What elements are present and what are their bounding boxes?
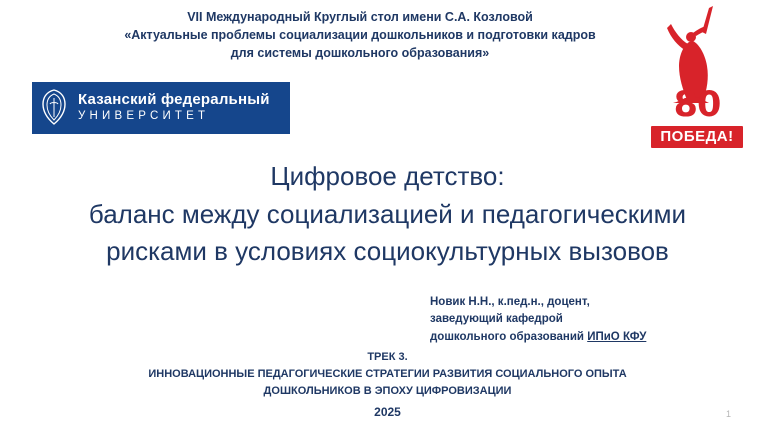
track-line-2: ДОШКОЛЬНИКОВ В ЭПОХУ ЦИФРОВИЗАЦИИ [263, 385, 512, 398]
kfu-name-line-1: Казанский федеральный [78, 90, 270, 108]
victory-anniversary-emblem [645, 4, 749, 156]
year-label: 2025 [374, 405, 401, 419]
kfu-logo-text [76, 92, 270, 125]
slide-title-line-1: Цифровое детство: [270, 161, 505, 191]
author-position-line: заведующий кафедрой [430, 313, 563, 326]
kfu-name-line-2: УНИВЕРСИТЕТ [78, 110, 210, 123]
conference-title-line-3: для системы дошкольного образования» [230, 46, 490, 61]
page-number: 1 [725, 409, 731, 419]
victory-word: ПОБЕДА! [651, 126, 743, 148]
slide-title-line-2: баланс между социализацией и педагогическими [88, 198, 687, 229]
track-block [20, 349, 755, 400]
author-block [430, 294, 760, 346]
author-name-line: Новик Н.Н., к.пед.н., доцент, [430, 296, 590, 308]
author-affiliation-plain: дошкольного образований [430, 330, 588, 343]
slide-title-line-3: рисками в условиях социокультурных вызовов [106, 236, 669, 267]
kfu-shield-icon [32, 82, 76, 134]
conference-title-line-1: VII Международный Круглый стол имени С.А. Козловой [187, 10, 533, 24]
track-label: ТРЕК 3. [367, 351, 408, 363]
track-line-1: ИННОВАЦИОННЫЕ ПЕДАГОГИЧЕСКИЕ СТРАТЕГИИ РАЗВИТИЯ СОЦИАЛЬНОГО ОПЫТА [148, 368, 627, 381]
author-affiliation-underline: ИПиО КФУ [587, 330, 647, 343]
slide-title [20, 158, 755, 271]
victory-badge [649, 85, 745, 154]
conference-header [90, 8, 630, 62]
conference-title-line-2: «Актуальные проблемы социализации дошкольников и подготовки кадров [124, 28, 596, 43]
anniversary-number: 80 [673, 85, 721, 125]
kfu-logo [32, 82, 290, 134]
author-affiliation-line [430, 329, 760, 346]
